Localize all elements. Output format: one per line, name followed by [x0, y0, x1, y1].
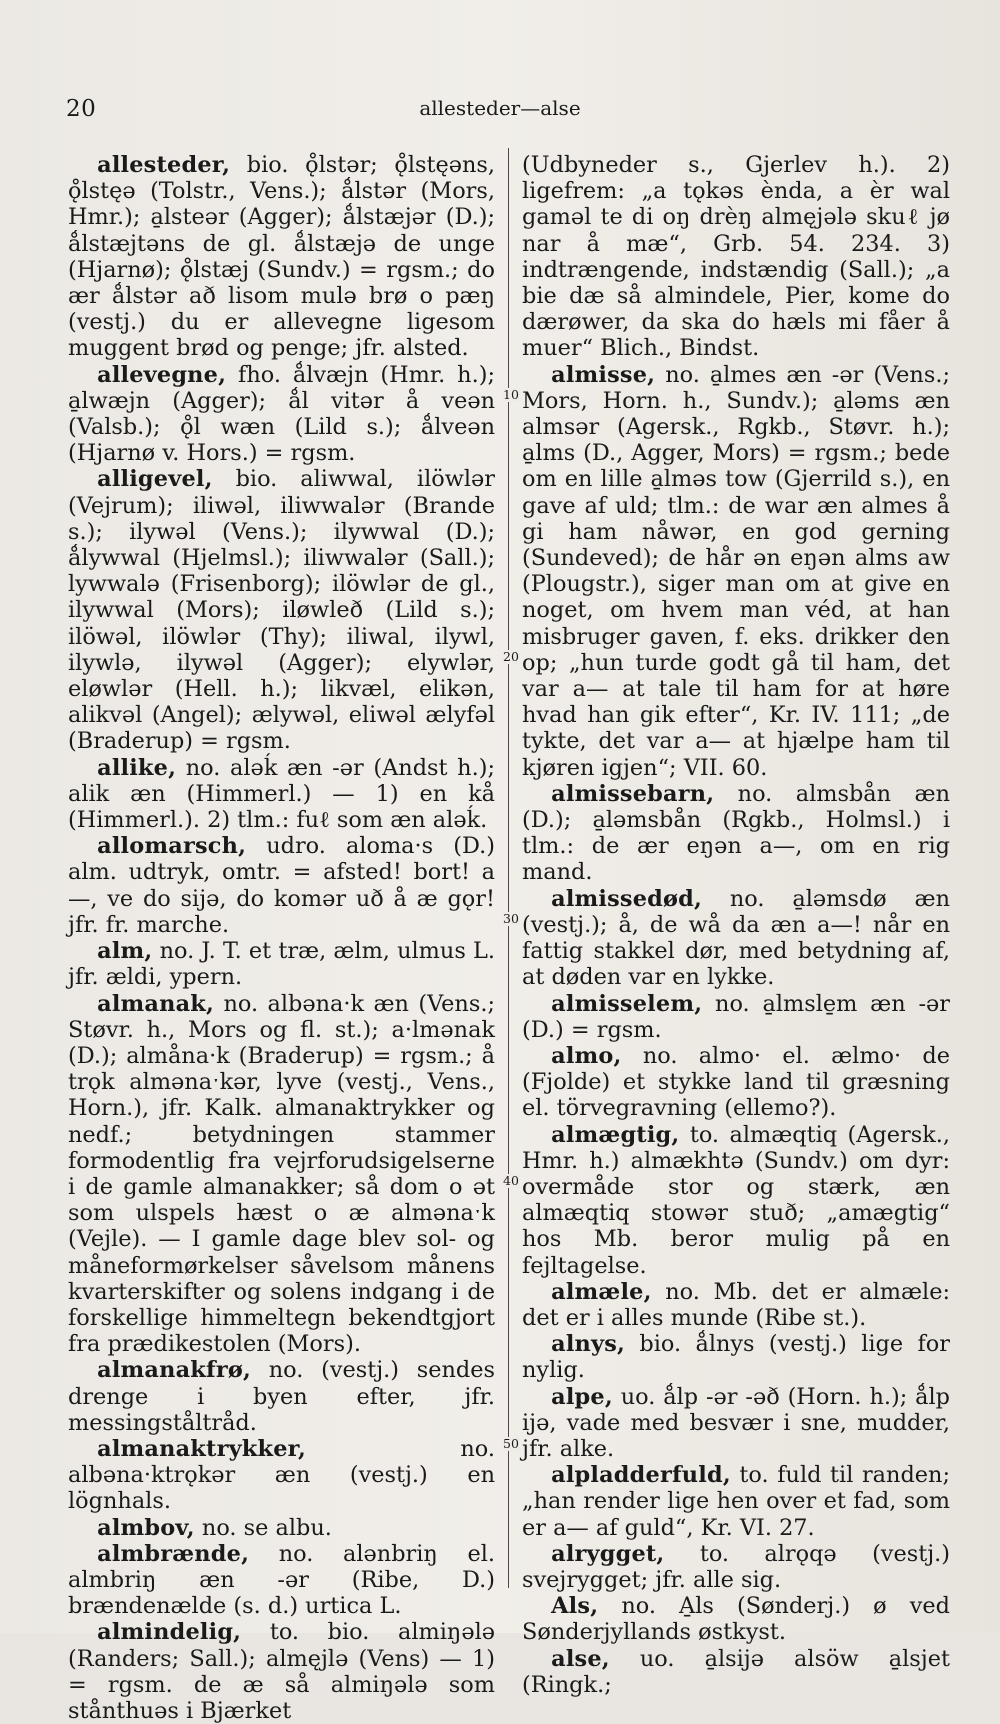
- entry-body: no. alənbriŋ el. almbriŋ æn -ər (Ribe, D.) brændenælde (s. d.) urtica L.: [68, 1540, 495, 1620]
- entry-body: no. a̱lmsle̱m æn -ər (D.) = rgsm.: [522, 990, 950, 1043]
- entry-headword: alpe,: [551, 1383, 613, 1410]
- dictionary-entry: [68, 1619, 495, 1724]
- entry-body: to. bio. almiŋələ (Randers; Sall.); almęjlə (Vens) — 1) = rgsm. de æ så almiŋələ som stånthuəs i Bjærket: [68, 1619, 495, 1724]
- entry-headword: almanak,: [97, 990, 215, 1017]
- entry-body: udro. aloma·s (D.) alm. udtryk, omtr. = afsted! bort! a—, ve do sijə, do komər uð å æ gǫr! jfr. fr. marche.: [68, 833, 495, 938]
- entry-headword: almægtig,: [551, 1121, 680, 1148]
- entry-headword: almisselem,: [551, 990, 703, 1017]
- entry-body: no. se albu.: [194, 1514, 332, 1541]
- dictionary-entry: [68, 362, 495, 467]
- entry-headword: alm,: [97, 938, 153, 965]
- dictionary-entry: [522, 1541, 950, 1593]
- entry-body: fho. ǻlvæjn (Hmr. h.); a̱lwæjn (Agger); ǻl vitər å veən (Valsb.); ǫ̊l wæn (Lild s.); ǻlveən (Hjarnø v. Hors.) = rgsm.: [68, 361, 495, 467]
- entry-body: no. J. T. et træ, ælm, ulmus L. jfr. ældi, ypern.: [68, 938, 495, 991]
- entry-headword: almanaktrykker,: [97, 1435, 307, 1462]
- dictionary-entry: [68, 466, 495, 754]
- entry-headword: almbov,: [97, 1514, 195, 1541]
- line-number: 50: [503, 1436, 519, 1451]
- dictionary-entry: [522, 1122, 950, 1279]
- dictionary-entry: [522, 1593, 950, 1645]
- entry-headword: almissebarn,: [551, 780, 715, 807]
- entry-body: no. a̱ləmsdø æn (vestj.); å, de wå da æn a—! når en fattig stakkel dør, med betydning af, at døden var en lykke.: [522, 885, 950, 991]
- entry-body: no. albəna·ktrǫkər æn (vestj.) en lögnhals.: [68, 1435, 495, 1515]
- right-column: [522, 152, 950, 1698]
- dictionary-entry: [522, 152, 950, 362]
- entry-body: no. A̱ls (Sønderj.) ø ved Sønderjyllands østkyst.: [522, 1593, 950, 1646]
- entry-body: to. fuld til randen; „han render lige hen over et fad, som er a— af guld“, Kr. VI. 27.: [522, 1462, 950, 1541]
- entry-headword: alse,: [551, 1645, 610, 1672]
- dictionary-entry: [68, 991, 495, 1358]
- dictionary-entry: [522, 1384, 950, 1463]
- entry-headword: allesteder,: [97, 152, 231, 178]
- entry-headword: alrygget,: [551, 1540, 665, 1567]
- line-number: 40: [503, 1173, 519, 1188]
- dictionary-entry: [522, 362, 950, 781]
- entry-body: bio. ǫ̊lstər; ǫ̊lstęəns, ǫ̊lstęə (Tolstr., Vens.); ǻlstər (Mors, Hmr.); a̱lsteər (Agger); ǻlstæjər (D.); ǻlstæjtəns de gl. ǻlstæjə de unge (Hjarnø); ǫ̊lstæj (Sundv.) = rgsm.; do ær ǻlstər að lisom mulə brø o pæŋ (vestj.) du er allevegne ligesom muggent brød og penge; jfr. alsted.: [68, 152, 495, 362]
- entry-headword: alnys,: [551, 1331, 626, 1358]
- dictionary-entry: [522, 991, 950, 1043]
- entry-body: no. (vestj.) sendes drenge i byen efter, jfr. messingståltråd.: [68, 1357, 495, 1436]
- dictionary-entry: [522, 1331, 950, 1383]
- entry-headword: allevegne,: [97, 361, 227, 388]
- entry-body: no. almsbån æn (D.); a̱ləmsbån (Rgkb., Holmsl.) i tlm.: de ær eŋən a—, om en rig mand.: [522, 780, 950, 886]
- dictionary-entry: [68, 152, 495, 362]
- entry-headword: allomarsch,: [97, 833, 247, 860]
- dictionary-entry: [522, 886, 950, 991]
- entry-headword: almo,: [551, 1042, 622, 1069]
- line-number: 10: [503, 387, 519, 402]
- entry-body: uo. a̱lsijə alsöw a̱lsjet (Ringk.;: [522, 1645, 950, 1698]
- entry-body: no. albəna·k æn (Vens.; Støvr. h., Mors og fl. st.); a·lmənak (D.); almåna·k (Braderup) = rgsm.; å trǫk almənaˑkər, lyve (vestj., Vens., Horn.), jfr. Kalk. almanaktrykker og nedf.; betydningen stammer formodentlig fra vejrforudsigelserne i de gamle almanakker; så dom o ət som ulspels hæst o æ almənaˑk (Vejle). — I gamle dage blev sol- og måneformørkelser såvelsom månens kvarterskifter og solens indgang i de forskellige himmeltegn bekendtgjort fra prædikestolen (Mors).: [68, 990, 495, 1358]
- running-head: allesteder—alse: [419, 96, 581, 120]
- entry-headword: Als,: [551, 1593, 599, 1620]
- entry-headword: almisse,: [551, 361, 656, 388]
- dictionary-entry: [68, 755, 495, 834]
- entry-body: no. Mb. det er almæle: det er i alles munde (Ribe st.).: [522, 1278, 950, 1331]
- dictionary-entry: [522, 1462, 950, 1541]
- entry-headword: allike,: [97, 754, 177, 781]
- dictionary-entry: [522, 1646, 950, 1698]
- entry-body: to. almæqtiq (Agersk., Hmr. h.) almækhtə (Sundv.) om dyr: overmåde stor og stærk, æn almæqtiq stowər stuð; „amægtig“ hos Mb. beror mulig på en fejltagelse.: [522, 1121, 950, 1279]
- entry-body: uo. ǻlp -ər -əð (Horn. h.); ǻlp ijə, vade med besvær i sne, mudder, jfr. alke.: [522, 1383, 950, 1462]
- entry-body: no. almo· el. ælmo· de (Fjolde) et stykke land til græsning el. törvegravning (ellemo?).: [522, 1042, 950, 1122]
- entry-headword: almanakfrø,: [97, 1357, 251, 1384]
- line-number: 30: [503, 911, 519, 926]
- dictionary-entry: [68, 1541, 495, 1620]
- dictionary-entry: [522, 1043, 950, 1122]
- dictionary-entry: [68, 833, 495, 938]
- entry-body: no. a̱lmes æn -ər (Vens.; Mors, Horn. h., Sundv.); a̱ləms æn almsər (Agersk., Rgkb., Støvr. h.); a̱lms (D., Agger, Mors) = rgsm.; bede om en lille a̱lməs tow (Gjerrild s.), en gave af uld; tlm.: de war æn almes å gi ham nåwər, en god gerning (Sundeved); de hår ən eŋən alms aw (Plougstr.), siger man om at give en noget, om hvem man véd, at han misbruger gaven, f. eks. drikker den op; „hun turde godt gå til ham, det var a— at tale til ham for at høre hvad han gik efter“, Kr. IV. 111; „de tykte, det var a— at hjælpe ham til kjøren igjen“; VII. 60.: [522, 361, 950, 781]
- dictionary-entry: [68, 1515, 495, 1541]
- entry-body: no. aləḱ æn -ər (Andst h.); alik æn (Himmerl.) — 1) en kå (Himmerl.). 2) tlm.: fuℓ som æn aləḱ.: [68, 754, 495, 834]
- entry-headword: almbrænde,: [97, 1540, 250, 1567]
- dictionary-entry: [68, 1436, 495, 1515]
- dictionary-entry: [522, 781, 950, 886]
- dictionary-entry: [68, 1357, 495, 1436]
- column-rule: [508, 148, 509, 1588]
- entry-headword: almissedød,: [551, 885, 703, 912]
- line-number: 20: [503, 649, 519, 664]
- dictionary-entry: [68, 938, 495, 990]
- left-column: [68, 152, 495, 1724]
- entry-headword: almindelig,: [97, 1619, 242, 1646]
- entry-headword: almæle,: [551, 1278, 652, 1305]
- entry-body: to. alrǫqə (vestj.) svejrygget; jfr. alle sig.: [522, 1540, 950, 1593]
- entry-body: (Udbyneder s., Gjerlev h.). 2) ligefrem: „a tǫkəs ènda, a èr wal gaməl te di oŋ drèŋ almęjələ skuℓ jø nar å mæ“, Grb. 54. 234. 3) indtrængende, indstændig (Sall.); „a bie dæ så almindele, Pier, kome do dærøwer, da ska do hæls mi fåer å muer“ Blich., Bindst.: [522, 152, 950, 362]
- dictionary-entry: [522, 1279, 950, 1331]
- entry-body: bio. aliwwal, ilöwlər (Vejrum); iliwəl, iliwwalər (Brande s.); ilywəl (Vens.); ilywwal (D.); ǻlywwal (Hjelmsl.); iliwwalər (Sall.); lywwalə (Frisenborg); ilöwlər de gl., ilywwal (Mors); iløwleð (Lild s.); ilöwəl, ilöwlər (Thy); iliwal, ilywl, ilywlə, ilywəl (Agger); elywlər, eløwlər (Hell. h.); likvæl, elikən, alikvəl (Angel); ælywəl, eliwəl ælyfəl (Braderup) = rgsm.: [68, 466, 495, 755]
- entry-headword: alligevel,: [97, 466, 213, 493]
- page-number: 20: [66, 96, 97, 122]
- entry-body: bio. ǻlnys (vestj.) lige for nylig.: [522, 1331, 950, 1384]
- entry-headword: alpladderfuld,: [551, 1462, 731, 1489]
